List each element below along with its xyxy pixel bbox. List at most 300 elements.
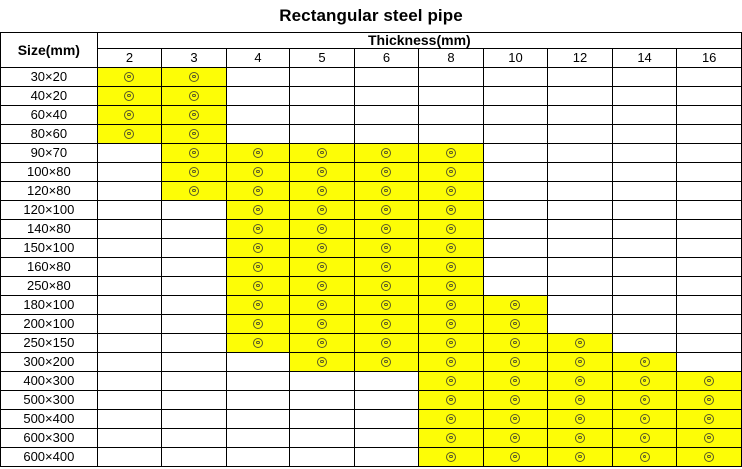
empty-cell	[162, 353, 227, 372]
available-cell	[290, 258, 355, 277]
available-cell	[419, 144, 484, 163]
available-cell	[548, 448, 613, 467]
available-cell	[419, 429, 484, 448]
table-row	[1, 125, 742, 144]
available-cell	[677, 429, 742, 448]
circle-in-circle-icon	[510, 414, 520, 424]
available-cell	[226, 315, 290, 334]
empty-cell	[97, 315, 162, 334]
available-cell	[290, 182, 355, 201]
empty-cell	[677, 239, 742, 258]
empty-cell	[548, 315, 613, 334]
circle-in-circle-icon	[253, 148, 263, 158]
circle-in-circle-icon	[124, 91, 134, 101]
size-label: 150×100	[1, 239, 98, 258]
empty-cell	[612, 296, 677, 315]
page-title: Rectangular steel pipe	[279, 6, 463, 25]
table-row	[1, 429, 742, 448]
circle-in-circle-icon	[510, 357, 520, 367]
empty-cell	[548, 106, 613, 125]
circle-in-circle-icon	[253, 205, 263, 215]
size-label: 500×400	[1, 410, 98, 429]
thickness-header-5: 5	[290, 49, 355, 68]
available-cell	[548, 353, 613, 372]
empty-cell	[97, 296, 162, 315]
empty-cell	[419, 68, 484, 87]
available-cell	[548, 410, 613, 429]
empty-cell	[548, 125, 613, 144]
circle-in-circle-icon	[381, 262, 391, 272]
empty-cell	[97, 239, 162, 258]
circle-in-circle-icon	[704, 433, 714, 443]
available-cell	[354, 315, 419, 334]
empty-cell	[162, 220, 227, 239]
circle-in-circle-icon	[189, 148, 199, 158]
empty-cell	[97, 220, 162, 239]
circle-in-circle-icon	[317, 205, 327, 215]
empty-cell	[354, 87, 419, 106]
circle-in-circle-icon	[253, 243, 263, 253]
empty-cell	[483, 277, 548, 296]
available-cell	[290, 201, 355, 220]
circle-in-circle-icon	[640, 414, 650, 424]
empty-cell	[612, 220, 677, 239]
circle-in-circle-icon	[510, 319, 520, 329]
circle-in-circle-icon	[446, 338, 456, 348]
empty-cell	[290, 125, 355, 144]
table-row	[1, 106, 742, 125]
available-cell	[354, 258, 419, 277]
available-cell	[612, 372, 677, 391]
circle-in-circle-icon	[446, 395, 456, 405]
empty-cell	[97, 372, 162, 391]
size-label: 200×100	[1, 315, 98, 334]
empty-cell	[226, 106, 290, 125]
empty-cell	[162, 372, 227, 391]
circle-in-circle-icon	[381, 205, 391, 215]
thickness-header-10: 10	[483, 49, 548, 68]
available-cell	[354, 163, 419, 182]
available-cell	[612, 429, 677, 448]
available-cell	[483, 391, 548, 410]
circle-in-circle-icon	[189, 129, 199, 139]
empty-cell	[290, 68, 355, 87]
available-cell	[226, 277, 290, 296]
table-row	[1, 448, 742, 467]
empty-cell	[612, 182, 677, 201]
circle-in-circle-icon	[189, 110, 199, 120]
empty-cell	[677, 220, 742, 239]
circle-in-circle-icon	[640, 376, 650, 386]
circle-in-circle-icon	[189, 167, 199, 177]
available-cell	[612, 448, 677, 467]
circle-in-circle-icon	[189, 72, 199, 82]
circle-in-circle-icon	[317, 357, 327, 367]
circle-in-circle-icon	[510, 433, 520, 443]
available-cell	[354, 353, 419, 372]
available-cell	[483, 353, 548, 372]
empty-cell	[677, 258, 742, 277]
circle-in-circle-icon	[510, 452, 520, 462]
size-label: 500×300	[1, 391, 98, 410]
thickness-header-16: 16	[677, 49, 742, 68]
available-cell	[162, 68, 227, 87]
circle-in-circle-icon	[446, 319, 456, 329]
circle-in-circle-icon	[381, 281, 391, 291]
circle-in-circle-icon	[446, 433, 456, 443]
circle-in-circle-icon	[381, 357, 391, 367]
circle-in-circle-icon	[381, 186, 391, 196]
circle-in-circle-icon	[640, 395, 650, 405]
empty-cell	[354, 391, 419, 410]
empty-cell	[290, 87, 355, 106]
empty-cell	[97, 410, 162, 429]
size-label: 600×400	[1, 448, 98, 467]
circle-in-circle-icon	[640, 433, 650, 443]
table-body	[1, 68, 742, 467]
empty-cell	[290, 448, 355, 467]
empty-cell	[677, 144, 742, 163]
available-cell	[419, 182, 484, 201]
available-cell	[290, 315, 355, 334]
available-cell	[677, 372, 742, 391]
available-cell	[548, 429, 613, 448]
empty-cell	[483, 182, 548, 201]
empty-cell	[612, 68, 677, 87]
table-row	[1, 372, 742, 391]
thickness-header-2: 2	[97, 49, 162, 68]
empty-cell	[419, 125, 484, 144]
available-cell	[97, 125, 162, 144]
available-cell	[354, 144, 419, 163]
empty-cell	[290, 372, 355, 391]
circle-in-circle-icon	[640, 452, 650, 462]
table-row	[1, 87, 742, 106]
size-label: 90×70	[1, 144, 98, 163]
available-cell	[226, 201, 290, 220]
empty-cell	[226, 87, 290, 106]
available-cell	[548, 391, 613, 410]
available-cell	[419, 391, 484, 410]
empty-cell	[677, 315, 742, 334]
size-label: 120×100	[1, 201, 98, 220]
circle-in-circle-icon	[253, 186, 263, 196]
circle-in-circle-icon	[575, 452, 585, 462]
available-cell	[226, 163, 290, 182]
empty-cell	[548, 220, 613, 239]
empty-cell	[677, 334, 742, 353]
available-cell	[354, 201, 419, 220]
circle-in-circle-icon	[381, 243, 391, 253]
empty-cell	[677, 296, 742, 315]
thickness-header-6: 6	[354, 49, 419, 68]
empty-cell	[677, 68, 742, 87]
empty-cell	[612, 201, 677, 220]
size-label: 120×80	[1, 182, 98, 201]
empty-cell	[677, 87, 742, 106]
circle-in-circle-icon	[317, 262, 327, 272]
empty-cell	[290, 106, 355, 125]
table-row	[1, 391, 742, 410]
empty-cell	[97, 144, 162, 163]
empty-cell	[354, 448, 419, 467]
empty-cell	[162, 277, 227, 296]
available-cell	[162, 106, 227, 125]
empty-cell	[483, 68, 548, 87]
circle-in-circle-icon	[446, 262, 456, 272]
available-cell	[226, 334, 290, 353]
empty-cell	[612, 106, 677, 125]
empty-cell	[612, 334, 677, 353]
empty-cell	[226, 68, 290, 87]
available-cell	[226, 258, 290, 277]
circle-in-circle-icon	[317, 281, 327, 291]
circle-in-circle-icon	[446, 300, 456, 310]
available-cell	[97, 68, 162, 87]
available-cell	[97, 87, 162, 106]
thickness-header-8: 8	[419, 49, 484, 68]
available-cell	[97, 106, 162, 125]
empty-cell	[226, 429, 290, 448]
empty-cell	[97, 353, 162, 372]
empty-cell	[162, 429, 227, 448]
empty-cell	[354, 68, 419, 87]
size-label: 250×150	[1, 334, 98, 353]
circle-in-circle-icon	[446, 414, 456, 424]
size-label: 600×300	[1, 429, 98, 448]
empty-cell	[677, 106, 742, 125]
available-cell	[354, 334, 419, 353]
empty-cell	[226, 410, 290, 429]
circle-in-circle-icon	[510, 376, 520, 386]
empty-cell	[483, 239, 548, 258]
table-row	[1, 315, 742, 334]
thickness-header-4: 4	[226, 49, 290, 68]
empty-cell	[548, 296, 613, 315]
empty-cell	[354, 125, 419, 144]
circle-in-circle-icon	[124, 72, 134, 82]
empty-cell	[548, 87, 613, 106]
circle-in-circle-icon	[317, 319, 327, 329]
empty-cell	[162, 239, 227, 258]
empty-cell	[226, 372, 290, 391]
available-cell	[483, 315, 548, 334]
available-cell	[419, 220, 484, 239]
available-cell	[419, 315, 484, 334]
empty-cell	[419, 87, 484, 106]
table-row	[1, 68, 742, 87]
size-label: 250×80	[1, 277, 98, 296]
empty-cell	[290, 391, 355, 410]
available-cell	[162, 182, 227, 201]
empty-cell	[354, 372, 419, 391]
empty-cell	[97, 334, 162, 353]
empty-cell	[677, 353, 742, 372]
circle-in-circle-icon	[446, 452, 456, 462]
available-cell	[419, 410, 484, 429]
available-cell	[354, 239, 419, 258]
empty-cell	[548, 258, 613, 277]
table-header	[1, 33, 742, 68]
circle-in-circle-icon	[704, 376, 714, 386]
empty-cell	[354, 410, 419, 429]
circle-in-circle-icon	[381, 148, 391, 158]
circle-in-circle-icon	[446, 186, 456, 196]
circle-in-circle-icon	[317, 167, 327, 177]
empty-cell	[226, 391, 290, 410]
empty-cell	[677, 277, 742, 296]
available-cell	[162, 87, 227, 106]
empty-cell	[677, 201, 742, 220]
empty-cell	[612, 315, 677, 334]
empty-cell	[97, 277, 162, 296]
available-cell	[483, 334, 548, 353]
available-cell	[226, 144, 290, 163]
available-cell	[290, 163, 355, 182]
empty-cell	[162, 258, 227, 277]
table-row	[1, 410, 742, 429]
circle-in-circle-icon	[446, 205, 456, 215]
thickness-values-row	[1, 49, 742, 68]
available-cell	[419, 372, 484, 391]
available-cell	[612, 353, 677, 372]
circle-in-circle-icon	[640, 357, 650, 367]
table-row	[1, 334, 742, 353]
empty-cell	[419, 106, 484, 125]
empty-cell	[612, 144, 677, 163]
available-cell	[290, 220, 355, 239]
available-cell	[548, 372, 613, 391]
size-label: 160×80	[1, 258, 98, 277]
availability-table	[0, 32, 742, 467]
circle-in-circle-icon	[446, 224, 456, 234]
circle-in-circle-icon	[575, 433, 585, 443]
circle-in-circle-icon	[317, 224, 327, 234]
available-cell	[226, 239, 290, 258]
empty-cell	[226, 448, 290, 467]
circle-in-circle-icon	[317, 186, 327, 196]
empty-cell	[226, 125, 290, 144]
circle-in-circle-icon	[317, 338, 327, 348]
empty-cell	[162, 201, 227, 220]
empty-cell	[483, 87, 548, 106]
available-cell	[354, 296, 419, 315]
circle-in-circle-icon	[446, 357, 456, 367]
empty-cell	[290, 429, 355, 448]
circle-in-circle-icon	[253, 300, 263, 310]
circle-in-circle-icon	[381, 300, 391, 310]
available-cell	[483, 410, 548, 429]
empty-cell	[290, 410, 355, 429]
size-label: 140×80	[1, 220, 98, 239]
empty-cell	[548, 182, 613, 201]
circle-in-circle-icon	[253, 281, 263, 291]
empty-cell	[612, 163, 677, 182]
table-row	[1, 239, 742, 258]
circle-in-circle-icon	[575, 376, 585, 386]
circle-in-circle-icon	[381, 338, 391, 348]
circle-in-circle-icon	[704, 395, 714, 405]
available-cell	[483, 372, 548, 391]
circle-in-circle-icon	[575, 338, 585, 348]
circle-in-circle-icon	[317, 300, 327, 310]
thickness-header-14: 14	[612, 49, 677, 68]
empty-cell	[483, 201, 548, 220]
header-row-top	[1, 33, 742, 49]
thickness-column-header: Thickness(mm)	[97, 33, 741, 49]
circle-in-circle-icon	[575, 357, 585, 367]
circle-in-circle-icon	[446, 148, 456, 158]
available-cell	[677, 410, 742, 429]
empty-cell	[97, 201, 162, 220]
circle-in-circle-icon	[381, 224, 391, 234]
empty-cell	[483, 125, 548, 144]
available-cell	[419, 448, 484, 467]
empty-cell	[483, 258, 548, 277]
available-cell	[419, 334, 484, 353]
circle-in-circle-icon	[253, 319, 263, 329]
empty-cell	[677, 125, 742, 144]
available-cell	[290, 353, 355, 372]
empty-cell	[677, 163, 742, 182]
circle-in-circle-icon	[704, 452, 714, 462]
available-cell	[612, 410, 677, 429]
size-label: 400×300	[1, 372, 98, 391]
circle-in-circle-icon	[704, 414, 714, 424]
size-label: 180×100	[1, 296, 98, 315]
available-cell	[290, 144, 355, 163]
circle-in-circle-icon	[575, 414, 585, 424]
size-label: 60×40	[1, 106, 98, 125]
empty-cell	[548, 68, 613, 87]
circle-in-circle-icon	[253, 338, 263, 348]
size-label: 30×20	[1, 68, 98, 87]
table-row	[1, 220, 742, 239]
available-cell	[354, 277, 419, 296]
circle-in-circle-icon	[446, 167, 456, 177]
circle-in-circle-icon	[124, 110, 134, 120]
size-label: 100×80	[1, 163, 98, 182]
available-cell	[226, 220, 290, 239]
empty-cell	[162, 315, 227, 334]
available-cell	[290, 277, 355, 296]
table-row	[1, 144, 742, 163]
table-row	[1, 353, 742, 372]
circle-in-circle-icon	[446, 243, 456, 253]
circle-in-circle-icon	[253, 224, 263, 234]
empty-cell	[354, 429, 419, 448]
table-row	[1, 258, 742, 277]
available-cell	[354, 220, 419, 239]
circle-in-circle-icon	[253, 262, 263, 272]
empty-cell	[97, 391, 162, 410]
available-cell	[290, 296, 355, 315]
circle-in-circle-icon	[510, 395, 520, 405]
available-cell	[290, 239, 355, 258]
available-cell	[419, 201, 484, 220]
available-cell	[483, 296, 548, 315]
empty-cell	[162, 296, 227, 315]
empty-cell	[612, 125, 677, 144]
circle-in-circle-icon	[575, 395, 585, 405]
empty-cell	[97, 429, 162, 448]
empty-cell	[612, 87, 677, 106]
circle-in-circle-icon	[317, 243, 327, 253]
empty-cell	[612, 277, 677, 296]
empty-cell	[483, 144, 548, 163]
circle-in-circle-icon	[189, 91, 199, 101]
available-cell	[162, 125, 227, 144]
